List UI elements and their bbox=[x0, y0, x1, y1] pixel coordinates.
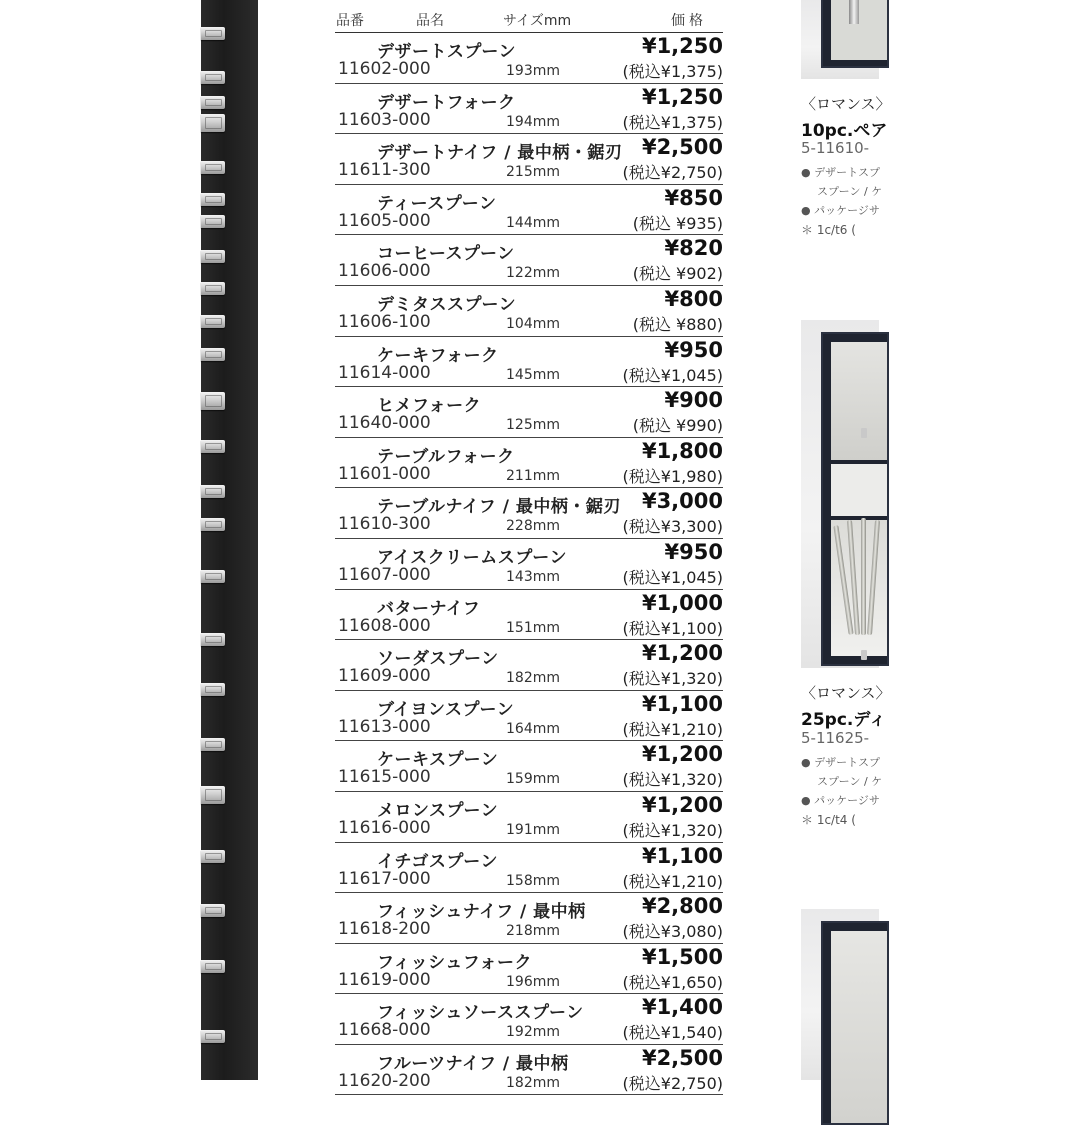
item-tax-price: (税込¥1,210) bbox=[622, 719, 723, 739]
set1-note: ＊ 1c/t6 ( bbox=[801, 223, 856, 237]
item-name: デザートスプーン bbox=[377, 42, 516, 62]
item-tax-price: (税込¥1,375) bbox=[622, 112, 723, 132]
item-size: 194mm bbox=[506, 113, 560, 130]
cutlery-handles-photo bbox=[201, 0, 258, 1080]
item-size: 125mm bbox=[506, 417, 560, 434]
handle bbox=[201, 96, 225, 109]
item-size: 193mm bbox=[506, 63, 560, 79]
handle bbox=[201, 193, 225, 206]
item-code: 11620-200 bbox=[338, 1070, 431, 1091]
item-name: イチゴスプーン bbox=[377, 851, 498, 872]
item-tax-price: (税込¥1,045) bbox=[622, 365, 723, 385]
item-size: 191mm bbox=[506, 821, 560, 838]
item-price: ¥1,250 bbox=[641, 34, 723, 58]
item-name: ソーダスプーン bbox=[377, 649, 499, 670]
handle bbox=[201, 114, 225, 132]
handle bbox=[201, 1030, 225, 1043]
item-name: ケーキスプーン bbox=[377, 750, 499, 771]
item-size: 228mm bbox=[506, 518, 560, 535]
handle bbox=[201, 392, 225, 410]
item-price: ¥1,100 bbox=[641, 691, 723, 716]
item-name: ケーキフォーク bbox=[377, 345, 499, 366]
item-size: 182mm bbox=[506, 1074, 560, 1091]
item-size: 164mm bbox=[506, 720, 560, 737]
item-code: 11605-000 bbox=[338, 210, 431, 231]
table-row bbox=[335, 337, 723, 388]
item-code: 11613-000 bbox=[338, 716, 431, 737]
item-price: ¥820 bbox=[664, 236, 723, 261]
table-row bbox=[335, 134, 723, 185]
item-size: 104mm bbox=[506, 315, 560, 332]
item-code: 11668-000 bbox=[338, 1020, 431, 1041]
item-price: ¥1,500 bbox=[641, 944, 723, 969]
handle bbox=[201, 161, 225, 174]
set1-contents-cont: スプーン / ケ bbox=[817, 185, 883, 198]
item-code: 11607-000 bbox=[338, 564, 431, 585]
handle bbox=[201, 485, 225, 498]
item-tax-price: (税込¥1,540) bbox=[622, 1023, 723, 1043]
item-tax-price: (税込¥2,750) bbox=[622, 163, 723, 183]
item-tax-price: (税込¥3,080) bbox=[622, 922, 723, 942]
item-tax-price: (税込¥3,300) bbox=[622, 517, 723, 537]
set2-note: ＊ 1c/t4 ( bbox=[801, 813, 856, 827]
item-tax-price: (税込¥1,650) bbox=[622, 972, 723, 992]
table-row bbox=[335, 640, 723, 691]
item-price: ¥1,250 bbox=[641, 84, 723, 109]
item-size: 196mm bbox=[506, 973, 560, 990]
item-code: 11616-000 bbox=[338, 817, 431, 838]
item-size: 192mm bbox=[506, 1024, 560, 1041]
table-row bbox=[335, 893, 723, 944]
item-tax-price: (税込 ¥880) bbox=[632, 314, 723, 334]
cutlery-handle bbox=[849, 0, 859, 24]
item-size: 182mm bbox=[506, 670, 560, 687]
item-name: フィッシュナイフ / 最中柄 bbox=[377, 902, 586, 923]
handle bbox=[201, 786, 225, 804]
table-row bbox=[335, 691, 723, 742]
handle bbox=[201, 215, 225, 228]
set1-contents: ● デザートスプ bbox=[801, 166, 880, 179]
item-tax-price: (税込 ¥990) bbox=[632, 416, 723, 436]
item-price: ¥1,200 bbox=[641, 792, 723, 817]
item-size: 145mm bbox=[506, 366, 560, 383]
handle bbox=[201, 904, 225, 917]
item-price: ¥800 bbox=[664, 286, 723, 311]
item-name: デミタススプーン bbox=[377, 294, 517, 315]
table-row bbox=[335, 590, 723, 641]
item-name: フルーツナイフ / 最中柄 bbox=[377, 1053, 569, 1074]
item-code: 11611-300 bbox=[338, 160, 431, 181]
item-code: 11602-000 bbox=[338, 59, 431, 79]
table-row bbox=[335, 33, 723, 84]
handle bbox=[201, 633, 225, 646]
case-latch bbox=[861, 650, 867, 660]
item-name: フィッシュフォーク bbox=[377, 952, 532, 973]
handle bbox=[201, 348, 225, 361]
item-price: ¥850 bbox=[664, 185, 723, 210]
handle bbox=[201, 518, 225, 531]
item-price: ¥1,400 bbox=[641, 995, 723, 1020]
set1-series: 〈ロマンス〉 bbox=[801, 95, 891, 113]
item-size: 159mm bbox=[506, 771, 560, 788]
set-photo-25pc bbox=[801, 320, 879, 668]
header-size: サイズmm bbox=[503, 13, 572, 29]
set2-contents: ● デザートスプ bbox=[801, 756, 880, 769]
item-name: バターナイフ bbox=[377, 598, 481, 619]
item-name: コーヒースプーン bbox=[377, 244, 515, 265]
item-price: ¥1,100 bbox=[641, 843, 723, 868]
handle bbox=[201, 738, 225, 751]
set2-code: 5-11625- bbox=[801, 729, 870, 747]
item-price: ¥1,800 bbox=[641, 438, 723, 463]
handle bbox=[201, 440, 225, 453]
item-code: 11615-000 bbox=[338, 767, 431, 788]
item-size: 215mm bbox=[506, 164, 560, 181]
item-tax-price: (税込¥1,210) bbox=[622, 871, 723, 891]
item-price: ¥2,500 bbox=[641, 1045, 723, 1070]
handle bbox=[201, 282, 225, 295]
item-code: 11606-100 bbox=[338, 311, 431, 332]
item-code: 11610-300 bbox=[338, 514, 431, 535]
price-table bbox=[335, 33, 723, 1095]
case-lid-lining bbox=[831, 342, 887, 460]
item-tax-price: (税込 ¥935) bbox=[632, 213, 723, 233]
table-row bbox=[335, 741, 723, 792]
item-tax-price: (税込¥1,980) bbox=[622, 466, 723, 486]
item-code: 11617-000 bbox=[338, 868, 431, 889]
item-size: 211mm bbox=[506, 467, 560, 484]
item-name: ヒメフォーク bbox=[377, 396, 482, 417]
item-name: アイスクリームスプーン bbox=[377, 547, 567, 568]
item-price: ¥900 bbox=[664, 388, 723, 413]
handle bbox=[201, 315, 225, 328]
set1-code: 5-11610- bbox=[801, 139, 870, 157]
item-name: フィッシュソーススプーン bbox=[377, 1003, 584, 1024]
item-size: 143mm bbox=[506, 568, 560, 585]
item-price: ¥3,000 bbox=[641, 489, 723, 514]
table-row bbox=[335, 84, 723, 135]
item-tax-price: (税込¥1,100) bbox=[622, 618, 723, 638]
table-row bbox=[335, 185, 723, 236]
item-name: デザートナイフ / 最中柄・鋸刃 bbox=[377, 143, 623, 164]
case bbox=[821, 921, 889, 1125]
item-code: 11603-000 bbox=[338, 109, 431, 130]
item-name: デザートフォーク bbox=[377, 92, 516, 113]
item-size: 158mm bbox=[506, 872, 560, 889]
table-row bbox=[335, 539, 723, 590]
set2-series: 〈ロマンス〉 bbox=[801, 684, 891, 702]
set-photo-10pc bbox=[801, 0, 879, 79]
item-price: ¥950 bbox=[664, 539, 723, 564]
table-row bbox=[335, 792, 723, 843]
handle bbox=[201, 71, 225, 84]
cutlery-piece bbox=[861, 518, 866, 635]
item-size: 218mm bbox=[506, 923, 560, 940]
handle bbox=[201, 27, 225, 40]
item-price: ¥1,200 bbox=[641, 641, 723, 666]
item-price: ¥1,000 bbox=[641, 590, 723, 615]
set1-name: 10pc.ペア bbox=[801, 121, 888, 141]
item-price: ¥2,500 bbox=[641, 135, 723, 160]
header-price: 価格 bbox=[671, 13, 707, 29]
table-row bbox=[335, 286, 723, 337]
table-row bbox=[335, 843, 723, 894]
set2-package: ● パッケージサ bbox=[801, 794, 880, 807]
item-price: ¥950 bbox=[664, 337, 723, 362]
table-row bbox=[335, 994, 723, 1045]
table-row bbox=[335, 438, 723, 489]
item-code: 11608-000 bbox=[338, 615, 431, 636]
item-name: テーブルフォーク bbox=[377, 446, 515, 467]
item-tax-price: (税込¥1,320) bbox=[622, 770, 723, 790]
item-name: ティースプーン bbox=[377, 193, 497, 214]
handle bbox=[201, 850, 225, 863]
item-price: ¥1,200 bbox=[641, 742, 723, 767]
table-row bbox=[335, 387, 723, 438]
item-tax-price: (税込¥1,320) bbox=[622, 669, 723, 689]
set1-package: ● パッケージサ bbox=[801, 204, 880, 217]
set2-name: 25pc.ディ bbox=[801, 710, 887, 730]
item-code: 11606-000 bbox=[338, 261, 431, 282]
item-code: 11614-000 bbox=[338, 362, 431, 383]
item-price: ¥2,800 bbox=[641, 894, 723, 919]
header-name: 品名 bbox=[416, 13, 444, 29]
handle bbox=[201, 250, 225, 263]
item-code: 11601-000 bbox=[338, 463, 431, 484]
table-row bbox=[335, 235, 723, 286]
table-row bbox=[335, 488, 723, 539]
case-lining bbox=[831, 0, 887, 60]
item-name: テーブルナイフ / 最中柄・鋸刃 bbox=[377, 497, 621, 518]
item-size: 151mm bbox=[506, 619, 560, 636]
case-divider bbox=[831, 464, 887, 516]
item-tax-price: (税込¥1,320) bbox=[622, 820, 723, 840]
item-size: 122mm bbox=[506, 265, 560, 282]
item-name: ブイヨンスプーン bbox=[377, 699, 515, 720]
item-name: メロンスプーン bbox=[377, 800, 499, 821]
handle bbox=[201, 683, 225, 696]
item-size: 144mm bbox=[506, 214, 560, 231]
set2-contents-cont: スプーン / ケ bbox=[817, 775, 883, 788]
item-tax-price: (税込 ¥902) bbox=[632, 264, 723, 284]
handle bbox=[201, 960, 225, 973]
item-tax-price: (税込¥2,750) bbox=[622, 1073, 723, 1093]
case-lid-lining bbox=[831, 931, 887, 1123]
table-row bbox=[335, 1045, 723, 1096]
item-tax-price: (税込¥1,045) bbox=[622, 567, 723, 587]
item-code: 11618-200 bbox=[338, 919, 431, 940]
set-photo-3 bbox=[801, 909, 879, 1080]
item-code: 11619-000 bbox=[338, 969, 431, 990]
handle bbox=[201, 570, 225, 583]
item-code: 11640-000 bbox=[338, 413, 431, 434]
case-hinge bbox=[861, 428, 867, 438]
item-tax-price: (税込¥1,375) bbox=[622, 62, 723, 81]
table-row bbox=[335, 944, 723, 995]
item-code: 11609-000 bbox=[338, 666, 431, 687]
header-code: 品番 bbox=[336, 13, 364, 29]
